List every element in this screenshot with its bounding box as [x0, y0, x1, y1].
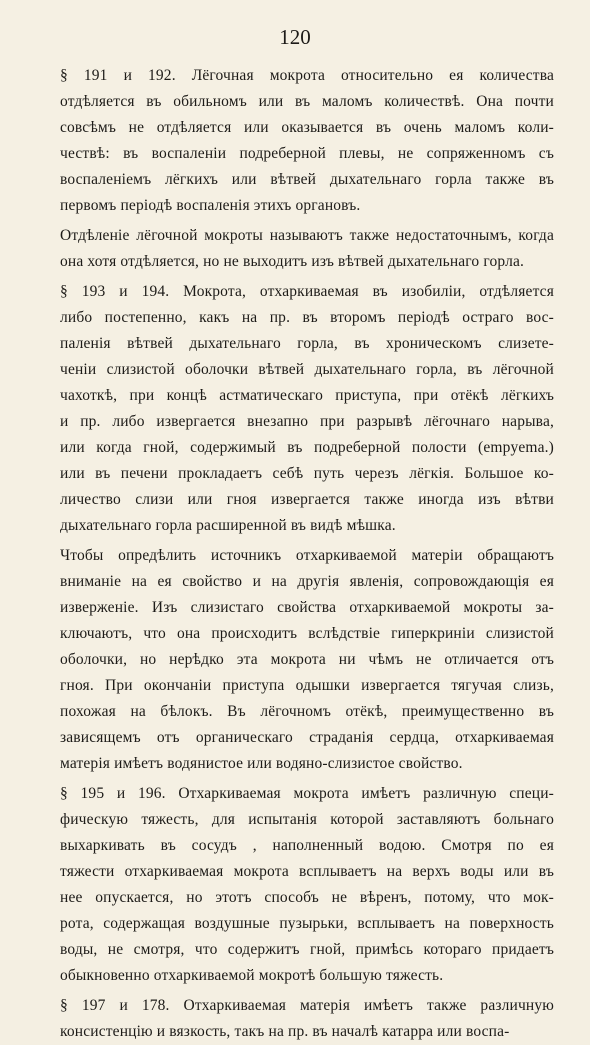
paragraph	[60, 781, 554, 989]
text-line: совсѣмъ не отдѣляется или оказывается въ очень маломъ коли-	[60, 119, 554, 136]
text-line: фическую тяжесть, для испытанія которой заставляютъ больнаго	[60, 811, 554, 828]
text-line: и пр. либо извергается внезапно при разрывѣ лёгочнаго нарыва,	[60, 413, 554, 430]
text-line: оболочки, но нерѣдко эта мокрота ни чѣмъ не отличается отъ	[60, 651, 554, 668]
text-line: матерія имѣетъ водянистое или водяно-слизистое свойство.	[60, 755, 463, 772]
paragraph	[60, 543, 554, 777]
text-line: личество слизи или гноя извергается также иногда изъ вѣтви	[60, 491, 554, 508]
text-line: § 191 и 192. Лёгочная мокрота относительно ея количества	[60, 67, 554, 84]
text-line: первомъ періодѣ воспаленія этихъ органовъ.	[60, 197, 361, 214]
paragraph	[60, 279, 554, 539]
body-text	[60, 63, 554, 1045]
text-line: нее опускается, но этотъ способъ не вѣренъ, потому, что мок-	[60, 889, 554, 906]
text-line: паленія вѣтвей дыхательнаго горла, въ хроническомъ слизете-	[60, 335, 554, 352]
text-line: ключаютъ, что она происходитъ вслѣдствіе гиперкриніи слизистой	[60, 625, 554, 642]
text-line: вниманіе на ея свойство и на другія явленія, сопровождающія ея	[60, 573, 554, 590]
text-line: чахоткѣ, при концѣ астматическаго приступа, при отёкѣ лёгкихъ	[60, 387, 554, 404]
text-line: § 197 и 178. Отхаркиваемая матерія имѣетъ также различную	[60, 997, 554, 1014]
text-line: рота, содержащая воздушные пузырьки, всплываетъ на поверхность	[60, 915, 554, 932]
text-line: либо постепенно, какъ на пр. въ второмъ періодѣ остраго вос-	[60, 309, 554, 326]
text-line: § 193 и 194. Мокрота, отхаркиваемая въ изобиліи, отдѣляется	[60, 283, 554, 300]
text-line: дыхательнаго горла расширенной въ видѣ мѣшка.	[60, 517, 396, 534]
text-line: воспаленіемъ лёгкихъ или вѣтвей дыхательнаго горла также въ	[60, 171, 554, 188]
text-line: изверженіе. Изъ слизистаго свойства отхаркиваемой мокроты за-	[60, 599, 554, 616]
text-line: Чтобы опредѣлить источникъ отхаркиваемой матеріи обращаютъ	[60, 547, 554, 564]
paragraph	[60, 993, 554, 1045]
text-line: обыкновенно отхаркиваемой мокротѣ большую тяжесть.	[60, 967, 444, 984]
text-line: выхаркивать въ сосудъ , наполненный водою. Смотря по ея	[60, 837, 554, 854]
text-line: тяжести отхаркиваемая мокрота всплываетъ на верхъ воды или въ	[60, 863, 554, 880]
text-line: похожая на бѣлокъ. Въ лёгочномъ отёкѣ, преимущественно въ	[60, 703, 554, 720]
paragraph	[60, 63, 554, 219]
text-line: воды, не смотря, что содержитъ гной, примѣсь котораго придаетъ	[60, 941, 554, 958]
text-line: консистенцію и вязкость, такъ на пр. въ началѣ катарра или воспа-	[60, 1023, 510, 1040]
text-line: или въ печени прокладаетъ себѣ путь черезъ лёгкія. Большое ко-	[60, 465, 554, 482]
text-line: гноя. При окончаніи приступа одышки извергается тягучая слизь,	[60, 677, 554, 694]
text-line: Отдѣленіе лёгочной мокроты называютъ также недостаточнымъ, когда	[60, 227, 554, 244]
text-line: или когда гной, содержимый въ подреберной полости (empyema.)	[60, 439, 554, 456]
text-line: отдѣляется въ обильномъ или въ маломъ количествѣ. Она почти	[60, 93, 554, 110]
text-line: § 195 и 196. Отхаркиваемая мокрота имѣетъ различную специ-	[60, 785, 554, 802]
text-line: чествѣ: въ воспаленіи подреберной плевы, не сопряженномъ съ	[60, 145, 554, 162]
text-line: зависящемъ отъ органическаго страданія сердца, отхаркиваемая	[60, 729, 554, 746]
text-line: ченіи слизистой оболочки вѣтвей дыхательнаго горла, въ лёгочной	[60, 361, 554, 378]
paragraph	[60, 223, 554, 275]
page-number: 120	[279, 25, 311, 49]
text-line: она хотя отдѣляется, но не выходитъ изъ вѣтвей дыхательнаго горла.	[60, 253, 525, 270]
